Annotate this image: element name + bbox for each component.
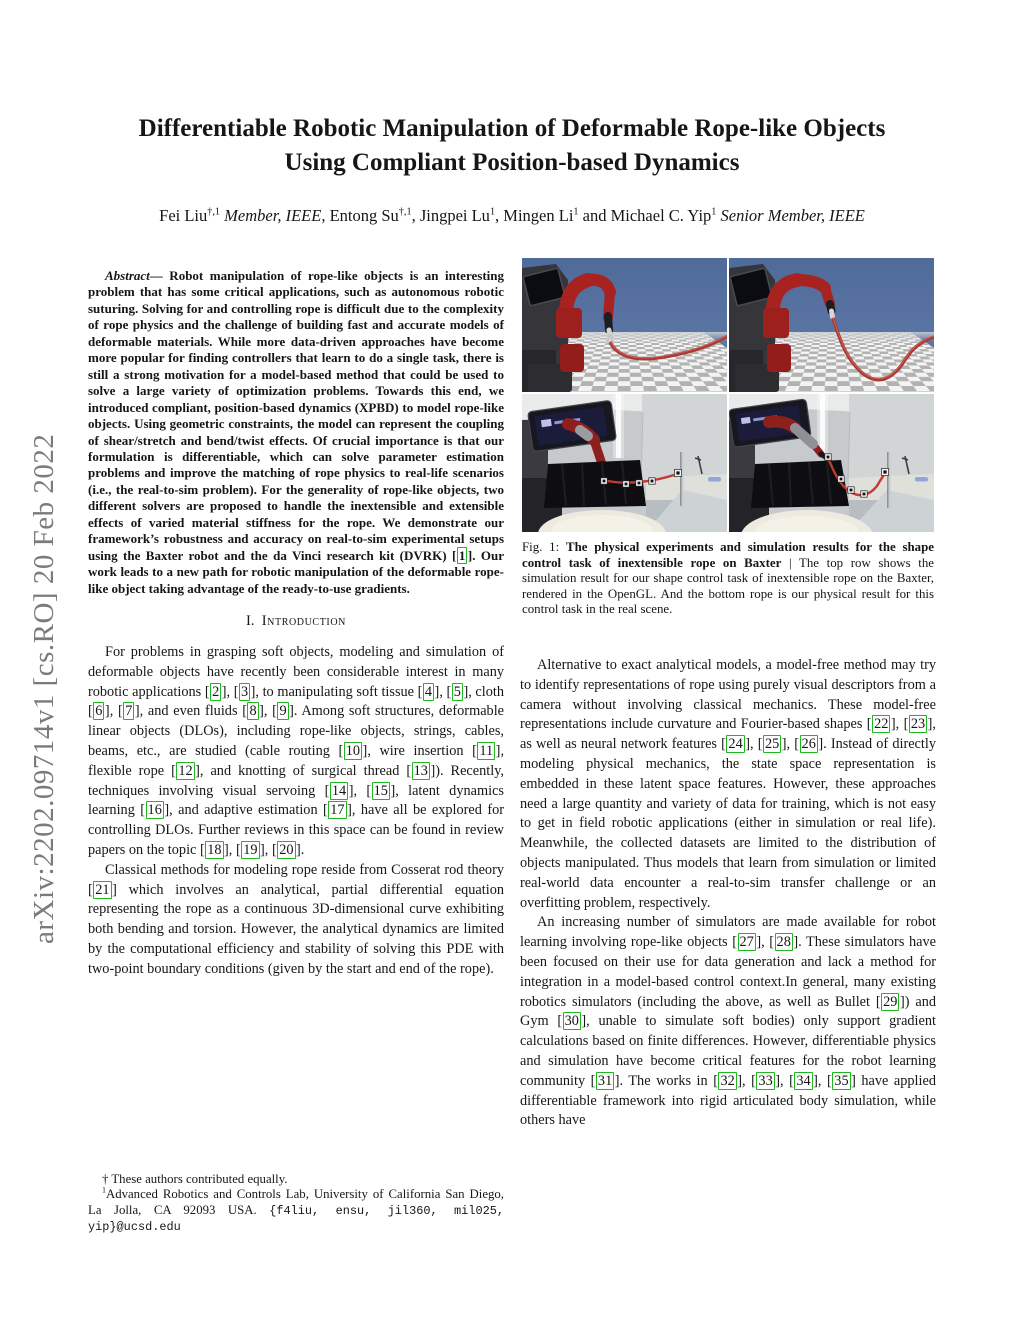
body-paragraph-simulators: An increasing number of simulators are made available for robot learning involving rope-like objects [ 27 ], [ 28 ]. These simulators have been focused on their use for data generation and lack a method for integration in a model-based control context.In general, many existing robotics simulators (including the above, as well as Bullet [ 29 ]) and Gym [ 30 ], unable to simulate soft bodies) only support gradient calculations based on finite differences. However, differentiable physics and simulation have become critical features for the robot learning community [ 31 ]. The works in [ 32 ], [ 33 ], [ 34 ], [ 35 ] have applied differentiable framework into rigid articulated body simulation, while others have bbox=[520, 914, 936, 1129]
citation-link[interactable]: 16 bbox=[147, 802, 162, 819]
citation-link[interactable]: 35 bbox=[834, 1072, 849, 1089]
citation-link[interactable]: 13 bbox=[413, 762, 428, 779]
citation-link[interactable]: 14 bbox=[331, 782, 347, 799]
author-line: Fei Liu$^{\dagger,1}$ Member, IEEE, Entong $Su^{\dagger,1}$, Jingpei Lu$^1$, Mingen Li$^1$ and Michael C. Yip$^1$ Senior Member, IEEE bbox=[159, 206, 865, 225]
citation-link[interactable]: 17 bbox=[330, 802, 345, 819]
citation-link[interactable]: 29 bbox=[883, 993, 898, 1010]
citation-link[interactable]: 31 bbox=[597, 1072, 613, 1089]
citation-link[interactable]: 27 bbox=[739, 934, 754, 951]
paper-title bbox=[0, 112, 1024, 180]
citation-link[interactable]: 18 bbox=[207, 842, 222, 859]
left-column bbox=[88, 268, 504, 1236]
figure-1-image-grid bbox=[522, 258, 934, 532]
footnote-affiliation: $^1$Advanced Robotics and Controls Lab, University of California San Diego, La Jolla, CA 92093 USA. {f4liu, ensu, jil360, mil025, yip}@ucsd.edu bbox=[88, 1185, 504, 1235]
citation-link[interactable]: 33 bbox=[758, 1072, 773, 1089]
citation-link[interactable]: 30 bbox=[564, 1013, 579, 1030]
citation-link[interactable]: 22 bbox=[874, 716, 889, 733]
sim-robot-rope-drawing bbox=[522, 258, 727, 392]
citation-link[interactable]: 11 bbox=[479, 743, 494, 760]
intro-paragraph-1: For problems in grasping soft objects, modeling and simulation of deformable objects have recently been considerable interest in many robotic applications [ 2 ], [ 3 ], to manipulating soft tissue [ 4 ], [ 5 ], cloth [ 6 ], [ 7 ], and even fluids [ 8 ], [ 9 ]. Among soft structures, deformable linear objects (DLOs), including rope-like objects, strings, cables, beams, etc., are studied (cable routing [ 10 ], wire insertion [ 11 ], flexible rope [ 12 ], and knotting of surgical thread [ 13 ]). Recently, techniques involving visual servoing [ 14 ], [ 15 ], latent dynamics learning [ 16 ], and adaptive estimation [ 17 ], have all be explored for controlling DLOs. Further reviews in this space can be found in review papers on the topic [ 18 ], [ 19 ], [ 20 ]. bbox=[88, 644, 505, 859]
section-number: I. bbox=[246, 613, 255, 630]
physical-scene-drawing bbox=[729, 394, 934, 532]
citation-link[interactable]: 2 bbox=[212, 683, 220, 700]
title-line-2: Using Compliant Position-based Dynamics bbox=[284, 149, 740, 176]
citation-link[interactable]: 25 bbox=[764, 736, 780, 753]
arxiv-watermark: arXiv:2202.09714v1 [cs.RO] 20 Feb 2022 bbox=[28, 433, 60, 944]
sim-robot-rope-drawing bbox=[729, 258, 934, 392]
citation-link[interactable]: 8 bbox=[249, 703, 257, 720]
footnotes bbox=[88, 1172, 504, 1236]
physical-scene-drawing bbox=[522, 394, 727, 532]
citation-link[interactable]: 12 bbox=[178, 762, 193, 779]
figure-panel-physical-rope-bend bbox=[729, 394, 934, 532]
right-column bbox=[520, 258, 936, 1131]
section-title: Introduction bbox=[261, 613, 346, 630]
citation-link[interactable]: 32 bbox=[720, 1072, 735, 1089]
figure-panel-physical-rope-straight bbox=[522, 394, 727, 532]
citation-link[interactable]: 24 bbox=[728, 736, 743, 753]
citation-link[interactable]: 28 bbox=[776, 934, 791, 951]
citation-link[interactable]: 3 bbox=[240, 683, 249, 700]
figure-panel-simulation-rope-sag bbox=[522, 258, 727, 392]
citation-link[interactable]: 23 bbox=[910, 716, 926, 733]
citation-link[interactable]: 10 bbox=[345, 743, 361, 760]
citation-link[interactable]: 34 bbox=[796, 1072, 811, 1089]
citation-link[interactable]: 5 bbox=[453, 683, 461, 700]
citation-link[interactable]: 4 bbox=[424, 683, 433, 700]
title-line-1: Differentiable Robotic Manipulation of Deformable Rope-like Objects bbox=[138, 115, 886, 142]
footnote-equal-contribution: † These authors contributed equally. bbox=[102, 1171, 288, 1186]
citation-link[interactable]: 21 bbox=[95, 881, 110, 898]
citation-link[interactable]: 7 bbox=[125, 703, 133, 720]
citation-link[interactable]: 19 bbox=[243, 842, 258, 859]
abstract: Abstract— Robot manipulation of rope-like objects is an interesting problem that has some critical applications, such as autonomous robotic suturing. Solving for and controlling rope is difficult due to the complexity of rope physics and the challenge of building fast and accurate models of deformable materials. While more data-driven approaches have become more popular for finding controllers that learn to do a single task, there is still a strong motivation for a model-based method that could be used to solve a large variety of optimization problems. Towards this end, we introduced compliant, position-based dynamics (XPBD) to model rope-like objects. Using geometric constraints, the model can represent the coupling of shear/stretch and bend/twist effects. Of crucial importance is that our formulation is differentiable, which can solve parameter estimation problems and improve the matching of rope physics to real-life scenarios (i.e., the real-to-sim problem). For the generality of rope-like objects, two different solvers are proposed to handle the inextensible and extensible effects of varied material stiffness for the rope. We demonstrate our framework’s robustness and accuracy on real-to-sim experimental setups using the Baxter robot and the da Vinci research kit (DVRK) [ 1 ]. Our work leads to a new path for robotic manipulation of the deformable rope-like object taking advantage of the ready-to-use gradients. bbox=[88, 268, 504, 596]
figure-1 bbox=[522, 258, 934, 618]
figure-1-caption: Fig. 1: The physical experiments and simulation results for the shape control task of inextensible rope on Baxter | The top row shows the simulation result for our shape control task of inextensible rope on the Baxter, rendered in the OpenGL. And the bottom rope is our physical result for this control task in the real scene. bbox=[522, 540, 934, 617]
citation-link[interactable]: 15 bbox=[373, 782, 388, 799]
section-heading-introduction bbox=[88, 613, 504, 630]
citation-link[interactable]: 6 bbox=[95, 703, 103, 720]
citation-link[interactable]: 1 bbox=[458, 547, 466, 563]
figure-panel-simulation-rope-bend bbox=[729, 258, 934, 392]
intro-paragraph-2: Classical methods for modeling rope reside from Cosserat rod theory [ 21 ] which involves an analytical, partial differential equation representing the rope as a continuous 3D-dimensional curve exhibiting both bending and torsion. However, the analytical dynamics are limited by the computational efficiency and stability of solving this PDE with two-point boundary conditions (given by the start and end of the rope). bbox=[88, 861, 504, 977]
citation-link[interactable]: 9 bbox=[279, 703, 287, 720]
citation-link[interactable]: 26 bbox=[801, 736, 816, 753]
citation-link[interactable]: 20 bbox=[279, 842, 294, 859]
body-paragraph-model-free: Alternative to exact analytical models, a model-free method may try to identify representations of rope using purely visual descriptors from a camera without involving classical mechanics. These model-free representations include curvature and Fourier-based shapes [ 22 ], [ 23 ], as well as neural network features [ 24 ], [ 25 ], [ 26 ]. Instead of directly modeling physical mechanics, the state space representation is embedded in these latent space features. However, these approaches need a large quantity and variety of data for training, which is not easy to get in field robotic applications (either in simulation or real life). Meanwhile, the collected datasets are limited to the distribution of objects manipulated. Thus models that learn from simulation or limited real-world data encounter a real-to-sim transfer challenge or an overfitting problem, respectively. bbox=[520, 656, 936, 911]
